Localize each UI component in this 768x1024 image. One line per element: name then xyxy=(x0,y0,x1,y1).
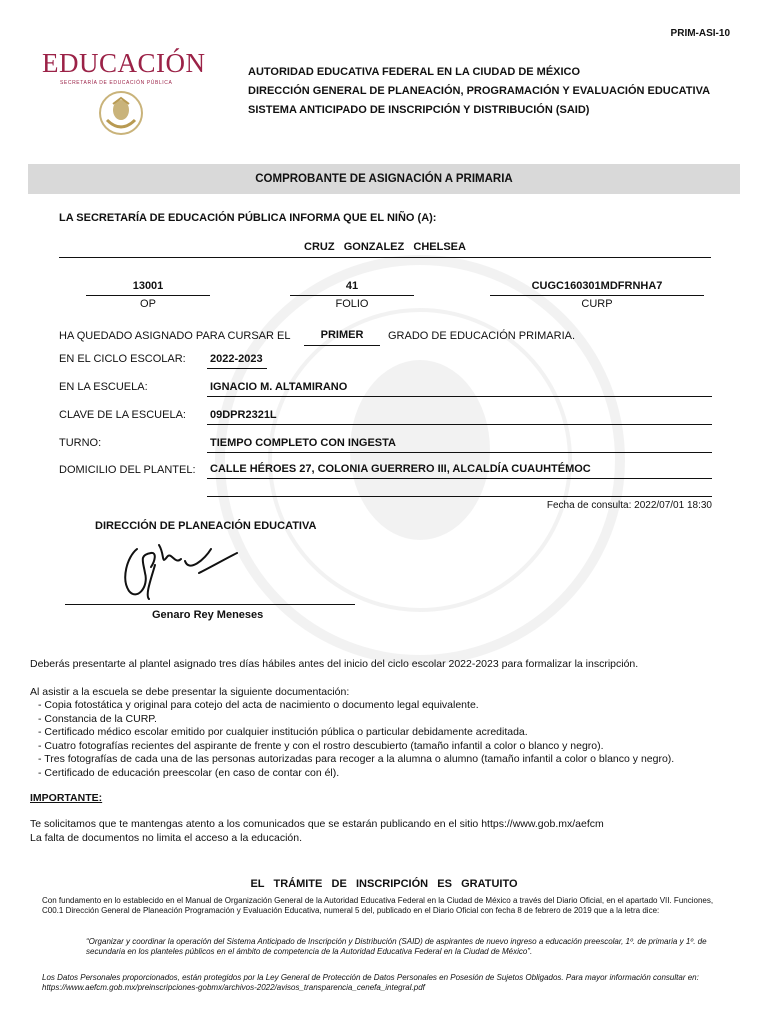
field-label-shift: TURNO: xyxy=(59,437,102,449)
field-label-cycle: EN EL CICLO ESCOLAR: xyxy=(59,353,186,365)
list-item: - Constancia de la CURP. xyxy=(30,713,750,727)
documents-list xyxy=(30,699,750,780)
consult-date: Fecha de consulta: 2022/07/01 18:30 xyxy=(546,500,712,511)
list-item: - Certificado médico escolar emitido por cualquier institución pública o particular debidamente acreditada. xyxy=(30,726,750,740)
field-value-cycle: 2022-2023 xyxy=(210,353,263,365)
watermark-seal xyxy=(140,250,700,670)
signer-name: Genaro Rey Meneses xyxy=(152,609,264,621)
free-procedure-title: EL TRÁMITE DE INSCRIPCIÓN ES GRATUITO xyxy=(250,878,518,890)
list-item: - Tres fotografías de cada una de las personas autorizadas para recoger a la alumna o alumno (tamaño infantil a color o blanco y negro). xyxy=(30,753,750,767)
field-value-address: CALLE HÉROES 27, COLONIA GUERRERO III, ALCALDÍA CUAUHTÉMOC xyxy=(210,463,591,475)
presentation-notice: Deberás presentarte al plantel asignado tres días hábiles antes del inicio del ciclo escolar 2022-2023 para formalizar la inscripción. xyxy=(30,658,639,670)
list-item: - Certificado de educación preescolar (en caso de contar con él). xyxy=(30,767,750,781)
header-line-2: DIRECCIÓN GENERAL DE PLANEACIÓN, PROGRAMACIÓN Y EVALUACIÓN EDUCATIVA xyxy=(248,85,711,97)
signature-title: DIRECCIÓN DE PLANEACIÓN EDUCATIVA xyxy=(95,520,317,532)
legal-text: Con fundamento en lo establecido en el Manual de Organización General de la Autoridad Educativa Federal en la Ciudad de México a través del Diario Oficial, en el apartado VII. Funciones, C00.1 Dirección General de Planeación Programación y Evaluación Educativa, numeral 5 del, publicado en el Diario Oficial con fecha 8 de febrero de 2019 que a la letra dice: xyxy=(42,896,714,915)
op-value: 13001 xyxy=(132,280,164,292)
header-line-1: AUTORIDAD EDUCATIVA FEDERAL EN LA CIUDAD DE MÉXICO xyxy=(248,66,581,78)
important-label: IMPORTANTE: xyxy=(30,792,103,804)
list-item: - Copia fotostática y original para cotejo del acta de nacimiento o documento legal equivalente. xyxy=(30,699,750,713)
intro-text: LA SECRETARÍA DE EDUCACIÓN PÚBLICA INFORMA QUE EL NIÑO (A): xyxy=(59,212,437,224)
folio-value: 41 xyxy=(345,280,359,292)
field-label-school-key: CLAVE DE LA ESCUELA: xyxy=(59,409,186,421)
assigned-prefix: HA QUEDADO ASIGNADO PARA CURSAR EL xyxy=(59,330,291,342)
curp-value: CUGC160301MDFRNHA7 xyxy=(531,280,663,292)
list-item: - Cuatro fotografías recientes del aspirante de frente y con el rostro descubierto (tamaño infantil a color o blanco y negro). xyxy=(30,740,750,754)
privacy-notice: Los Datos Personales proporcionados, están protegidos por la Ley General de Protección de Datos Personales en Posesión de Sujetos Obligados. Para mayor información consultar en: https://www.aefcm.gob.mx/preinscripciones-gobmx/archivos-2022/avisos_transparencia_cenefa_integral.pdf xyxy=(42,973,699,992)
header-line-3: SISTEMA ANTICIPADO DE INSCRIPCIÓN Y DISTRIBUCIÓN (SAID) xyxy=(248,104,590,116)
student-name: CRUZ GONZALEZ CHELSEA xyxy=(304,241,466,253)
folio-label: FOLIO xyxy=(335,298,369,310)
docs-intro: Al asistir a la escuela se debe presentar la siguiente documentación: xyxy=(30,686,350,698)
important-line-1: Te solicitamos que te mantengas atento a los comunicados que se estarán publicando en el sitio https://www.gob.mx/aefcm xyxy=(30,818,604,830)
curp-label: CURP xyxy=(581,298,613,310)
field-label-address: DOMICILIO DEL PLANTEL: xyxy=(59,464,196,476)
national-seal-icon xyxy=(97,90,145,136)
op-label: OP xyxy=(140,298,156,310)
document-title: COMPROBANTE DE ASIGNACIÓN A PRIMARIA xyxy=(255,173,513,185)
assigned-suffix: GRADO DE EDUCACIÓN PRIMARIA. xyxy=(388,330,576,342)
logo-subtitle: SECRETARÍA DE EDUCACIÓN PÚBLICA xyxy=(60,80,173,86)
field-label-school: EN LA ESCUELA: xyxy=(59,381,148,393)
field-value-shift: TIEMPO COMPLETO CON INGESTA xyxy=(210,437,396,449)
legal-quote: “Organizar y coordinar la operación del Sistema Anticipado de Inscripción y Distribución (SAID) de aspirantes de nuevo ingreso a educación preescolar, 1º. de primaria y 1º. de secundaria en los planteles públicos en el ámbito de competencia de la Autoridad Educativa Federal en la Ciudad de México”. xyxy=(86,937,707,956)
signature-icon xyxy=(115,535,255,603)
field-value-school: IGNACIO M. ALTAMIRANO xyxy=(210,381,348,393)
field-value-school-key: 09DPR2321L xyxy=(210,409,277,421)
title-band xyxy=(28,164,740,194)
important-line-2: La falta de documentos no limita el acceso a la educación. xyxy=(30,832,303,844)
document-code: PRIM-ASI-10 xyxy=(670,28,730,39)
logo-title: EDUCACIÓN xyxy=(42,48,206,78)
grade-value: PRIMER xyxy=(320,329,364,341)
